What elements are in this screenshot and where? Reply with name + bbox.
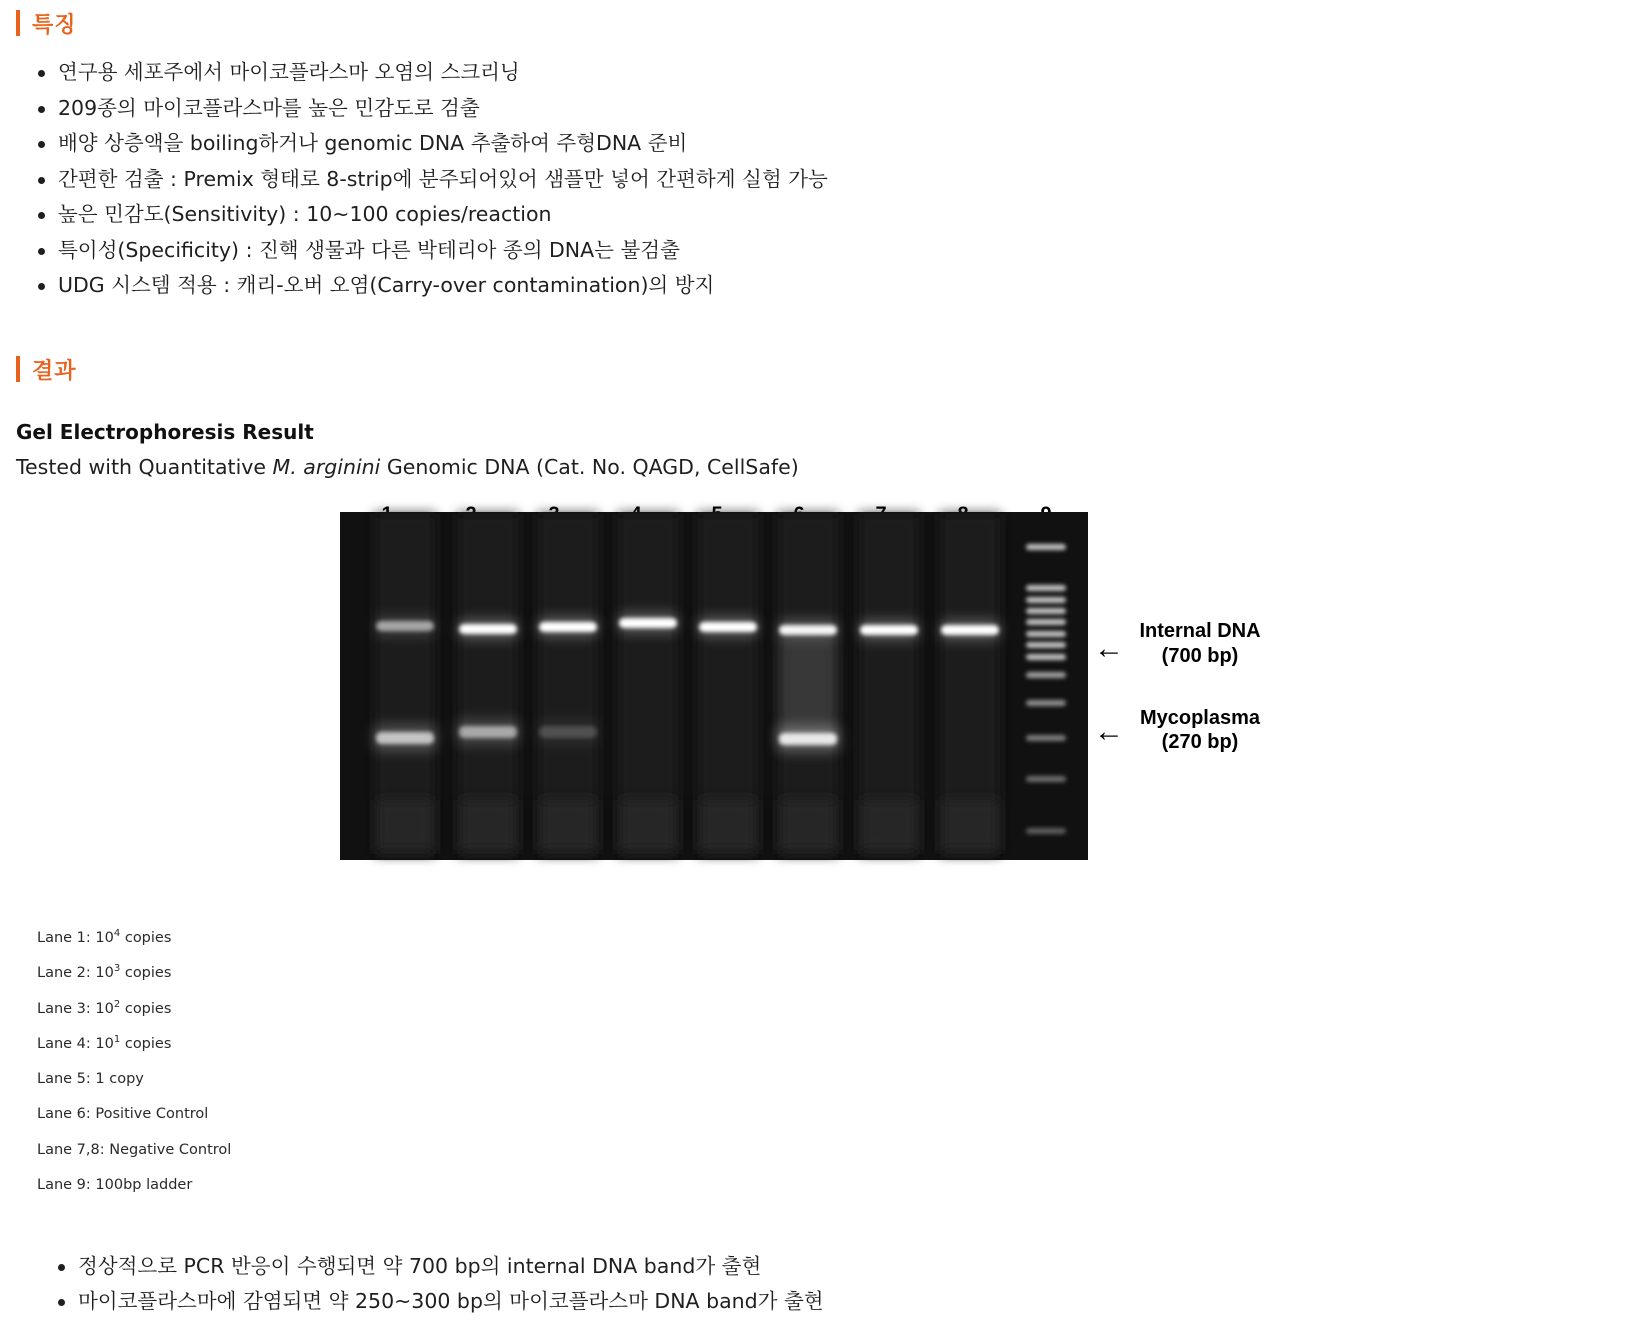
lane-legend-item: Lane 7,8: Negative Control: [37, 1141, 232, 1158]
internal-dna-arrow-icon: ←: [1094, 632, 1124, 665]
internal-dna-band: [539, 622, 597, 632]
result-item: 마이코플라스마에 감염되면 약 250~300 bp의 마이코플라스마 DNA band가 출현: [58, 1284, 824, 1319]
internal-dna-band: [941, 625, 999, 635]
ladder-band: [1026, 631, 1066, 637]
lane-legend-item: Lane 4: $10^1$ copies: [37, 1033, 172, 1052]
feature-item: UDG 시스템 적용 : 캐리-오버 오염(Carry-over contamination)의 방지: [38, 268, 828, 304]
lane-bottom-haze: [460, 800, 516, 850]
lane-bottom-haze: [780, 800, 836, 850]
lane-legend-item: Lane 3: $10^2$ copies: [37, 998, 172, 1017]
accent-bar: [16, 356, 20, 382]
features-title-text: 특징: [32, 12, 77, 38]
ladder-band: [1026, 642, 1066, 648]
lane-legend-item: Lane 9: 100bp ladder: [37, 1177, 193, 1194]
results-list: [58, 1249, 824, 1319]
internal-dna-size-label: (700 bp): [1161, 645, 1239, 667]
feature-item: 209종의 마이코플라스마를 높은 민감도로 검출: [38, 91, 828, 127]
ladder-band: [1026, 654, 1066, 660]
features-list: [38, 55, 828, 304]
lane-legend-item: Lane 1: $10^4$ copies: [37, 928, 172, 946]
ladder-band: [1026, 544, 1066, 550]
accent-bar: [16, 10, 20, 36]
gel-subtitle-organism: M. arginini: [272, 455, 381, 479]
ladder-band: [1026, 619, 1066, 625]
feature-item: 간편한 검출 : Premix 형태로 8-strip에 분주되어있어 샘플만 넣어 간편하게 실험 가능: [38, 162, 828, 198]
gel-electrophoresis-figure: [340, 500, 1340, 900]
results-section-title: [16, 355, 77, 383]
lane-bottom-haze: [377, 800, 433, 850]
lane-bottom-haze: [861, 800, 917, 850]
mycoplasma-band: [376, 732, 434, 744]
lane-bottom-haze: [620, 800, 676, 850]
ladder-band: [1026, 828, 1066, 834]
lane-bottom-haze: [942, 800, 998, 850]
ladder-band: [1026, 672, 1066, 678]
results-title-text: 결과: [32, 358, 77, 384]
gel-subtitle: [16, 455, 799, 479]
mycoplasma-size-label: (270 bp): [1161, 731, 1239, 753]
lane-legend-item: Lane 5: 1 copy: [37, 1071, 144, 1088]
gel-subtitle-before: Tested with Quantitative: [16, 455, 273, 479]
ladder-band: [1026, 735, 1066, 741]
feature-item: 특이성(Specificity) : 진핵 생물과 다른 박테리아 종의 DNA는 불검출: [38, 233, 828, 269]
internal-dna-band: [699, 622, 757, 632]
ladder-band: [1026, 585, 1066, 591]
internal-dna-band: [779, 625, 837, 635]
internal-dna-band: [459, 624, 517, 634]
feature-item: 높은 민감도(Sensitivity) : 10~100 copies/reaction: [38, 197, 828, 233]
feature-item: 연구용 세포주에서 마이코플라스마 오염의 스크리닝: [38, 55, 828, 91]
lane-bottom-haze: [700, 800, 756, 850]
gel-heading: Gel Electrophoresis Result: [16, 420, 314, 444]
lane-legend-item: Lane 6: Positive Control: [37, 1106, 209, 1123]
mycoplasma-label: Mycoplasma: [1139, 707, 1261, 729]
internal-dna-band: [860, 625, 918, 635]
lane-bottom-haze: [540, 800, 596, 850]
gel-subtitle-after: Genomic DNA (Cat. No. QAGD, CellSafe): [380, 455, 799, 479]
internal-dna-label: Internal DNA: [1139, 620, 1261, 642]
mycoplasma-band: [459, 726, 517, 738]
mycoplasma-arrow-icon: ←: [1094, 715, 1124, 748]
ladder-band: [1026, 608, 1066, 614]
ladder-band: [1026, 597, 1066, 603]
result-item: 정상적으로 PCR 반응이 수행되면 약 700 bp의 internal DNA band가 출현: [58, 1249, 824, 1284]
lane-legend-item: Lane 2: $10^3$ copies: [37, 963, 172, 982]
features-section-title: [16, 9, 77, 37]
lane-legend: [37, 928, 231, 1210]
mycoplasma-band: [779, 733, 837, 745]
feature-item: 배양 상층액을 boiling하거나 genomic DNA 추출하여 주형DNA 준비: [38, 126, 828, 162]
ladder-band: [1026, 700, 1066, 706]
internal-dna-band: [376, 621, 434, 631]
ladder-band: [1026, 776, 1066, 782]
mycoplasma-band: [539, 726, 597, 738]
internal-dna-band: [619, 618, 677, 628]
gel-image: [340, 500, 1340, 900]
